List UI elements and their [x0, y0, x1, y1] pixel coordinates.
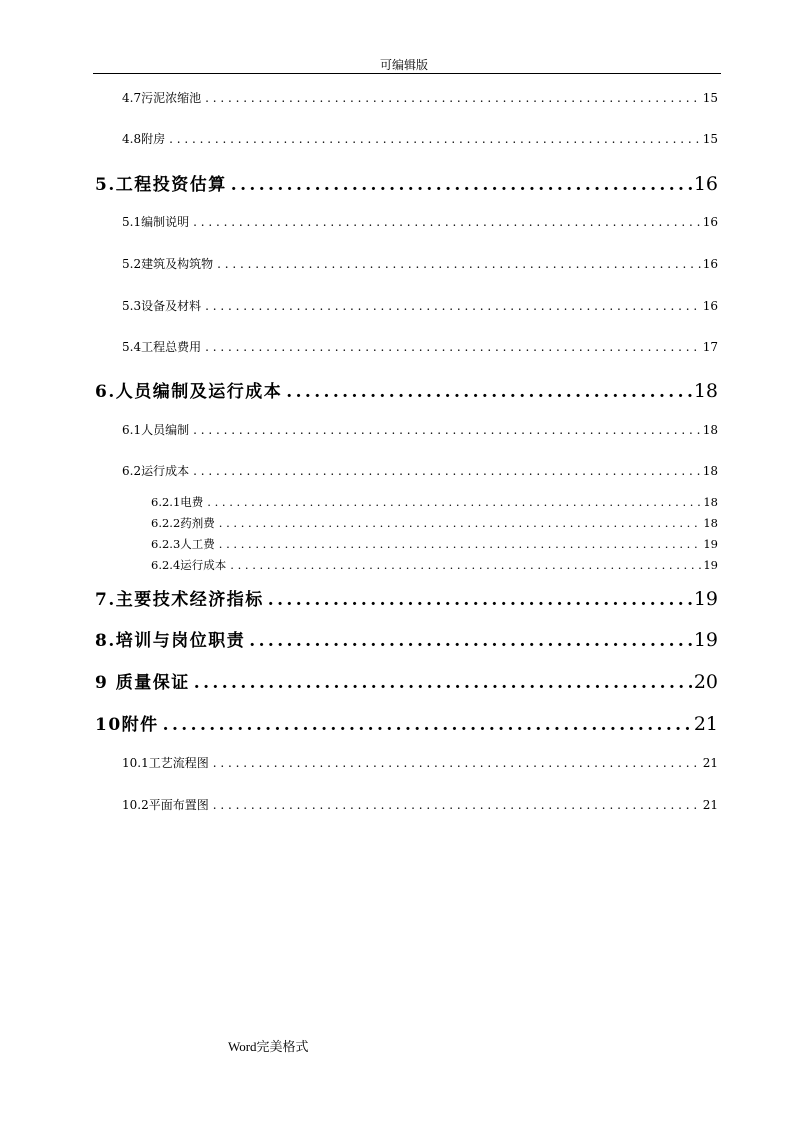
toc-entry-page: 21 [702, 798, 718, 812]
toc-entry-page: 16 [693, 173, 718, 195]
toc-entry-page: 18 [693, 380, 718, 402]
toc-chapter-entry[interactable] [95, 170, 718, 195]
toc-leader-dots [207, 495, 701, 509]
toc-entry[interactable] [122, 130, 718, 147]
toc-entry-label: 6.人员编制及运行成本 [95, 382, 283, 402]
toc-leader-dots [205, 91, 701, 105]
toc-entry-page: 21 [693, 713, 718, 735]
toc-subentry[interactable] [151, 557, 718, 573]
toc-entry[interactable] [122, 462, 718, 479]
toc-entry-page: 16 [702, 299, 718, 313]
toc-chapter-entry[interactable] [95, 668, 718, 693]
toc-entry-label: 7.主要技术经济指标 [95, 590, 264, 610]
toc-entry-label: 6.2.2药剂费 [151, 516, 215, 530]
toc-entry-label: 5.3设备及材料 [122, 299, 202, 313]
toc-leader-dots [193, 215, 701, 229]
toc-leader-dots [194, 673, 692, 693]
toc-entry-page: 18 [703, 495, 718, 509]
toc-entry-label: 6.2运行成本 [122, 464, 190, 478]
toc-entry-page: 19 [693, 588, 718, 610]
toc-entry-label: 5.1编制说明 [122, 215, 190, 229]
toc-entry-label: 10附件 [95, 715, 159, 735]
toc-entry-label: 9 质量保证 [95, 673, 190, 693]
toc-entry-label: 6.2.1电费 [151, 495, 204, 509]
toc-leader-dots [163, 715, 692, 735]
toc-chapter-entry[interactable] [95, 710, 718, 735]
toc-leader-dots [230, 558, 701, 572]
toc-entry[interactable] [122, 338, 718, 355]
toc-entry-page: 18 [702, 423, 718, 437]
toc-entry-page: 15 [702, 132, 718, 146]
toc-subentry[interactable] [151, 515, 718, 531]
toc-entry-label: 6.2.4运行成本 [151, 558, 227, 572]
toc-leader-dots [169, 132, 701, 146]
toc-entry[interactable] [122, 213, 718, 230]
toc-entry-label: 5.工程投资估算 [95, 175, 227, 195]
toc-leader-dots [213, 756, 701, 770]
toc-entry-label: 4.8附房 [122, 132, 166, 146]
toc-entry-page: 19 [703, 537, 718, 551]
toc-leader-dots [217, 257, 701, 271]
toc-entry-page: 19 [703, 558, 718, 572]
toc-entry[interactable] [122, 89, 718, 106]
toc-subentry[interactable] [151, 494, 718, 510]
toc-entry-page: 21 [702, 756, 718, 770]
toc-entry-label: 10.2平面布置图 [122, 798, 209, 812]
toc-entry-page: 20 [693, 671, 718, 693]
toc-leader-dots [205, 340, 701, 354]
toc-entry-label: 5.2建筑及构筑物 [122, 257, 214, 271]
toc-entry-label: 6.1人员编制 [122, 423, 190, 437]
toc-entry-label: 4.7污泥浓缩池 [122, 91, 202, 105]
toc-entry[interactable] [122, 754, 718, 771]
toc-leader-dots [268, 590, 692, 610]
toc-leader-dots [231, 175, 692, 195]
toc-chapter-entry[interactable] [95, 626, 718, 651]
header-divider [93, 73, 721, 74]
toc-entry-label: 8.培训与岗位职责 [95, 631, 246, 651]
toc-chapter-entry[interactable] [95, 377, 718, 402]
toc-leader-dots [286, 382, 692, 402]
toc-entry[interactable] [122, 255, 718, 272]
page-footer: Word完美格式 [228, 1039, 309, 1054]
toc-entry-page: 18 [703, 516, 718, 530]
toc-leader-dots [205, 299, 701, 313]
toc-leader-dots [249, 631, 692, 651]
toc-entry[interactable] [122, 421, 718, 438]
toc-leader-dots [213, 798, 701, 812]
toc-entry-page: 16 [702, 215, 718, 229]
toc-entry-page: 16 [702, 257, 718, 271]
toc-subentry[interactable] [151, 536, 718, 552]
toc-entry[interactable] [122, 297, 718, 314]
toc-entry-label: 6.2.3人工费 [151, 537, 215, 551]
toc-leader-dots [219, 516, 702, 530]
toc-entry-label: 5.4工程总费用 [122, 340, 202, 354]
toc-chapter-entry[interactable] [95, 585, 718, 610]
toc-entry-page: 15 [702, 91, 718, 105]
toc-entry-page: 17 [702, 340, 718, 354]
page-header: 可编辑版 [380, 58, 429, 72]
toc-leader-dots [193, 423, 701, 437]
toc-entry-page: 18 [702, 464, 718, 478]
toc-entry[interactable] [122, 796, 718, 813]
toc-leader-dots [219, 537, 702, 551]
toc-entry-label: 10.1工艺流程图 [122, 756, 209, 770]
toc-entry-page: 19 [693, 629, 718, 651]
toc-leader-dots [193, 464, 701, 478]
